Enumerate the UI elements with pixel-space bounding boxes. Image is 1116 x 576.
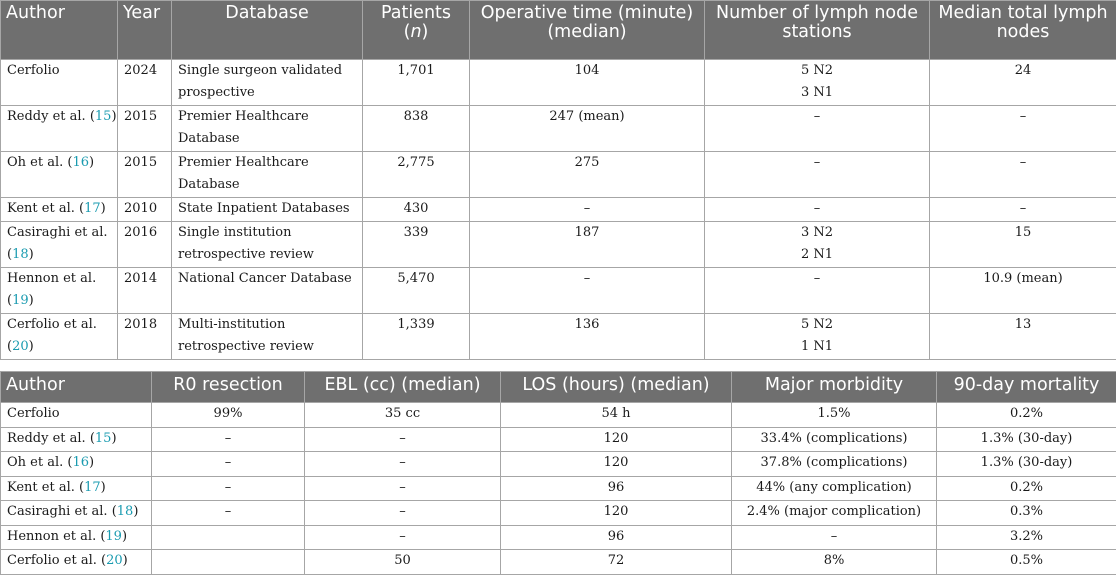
author-name: Cerfolio et al. ( xyxy=(7,317,97,354)
reference-link[interactable]: 20 xyxy=(12,339,29,354)
database-cell: Single surgeon validated prospective xyxy=(172,60,363,106)
database-cell: National Cancer Database xyxy=(172,268,363,314)
author-name: Oh et al. ( xyxy=(7,155,73,170)
database-cell: Premier Healthcare Database xyxy=(172,106,363,152)
mortality-cell: 0.5% xyxy=(937,550,1116,575)
author-cell xyxy=(1,403,152,428)
r0-cell xyxy=(152,525,305,550)
r0-cell: – xyxy=(152,452,305,477)
ebl-cell: – xyxy=(305,525,501,550)
col-median-nodes: Median total lymph nodes xyxy=(930,1,1116,60)
ebl-cell: – xyxy=(305,476,501,501)
ebl-cell: – xyxy=(305,427,501,452)
median-nodes-cell: 15 xyxy=(930,222,1116,268)
year-cell: 2024 xyxy=(118,60,172,106)
reference-link[interactable]: 16 xyxy=(72,455,90,470)
patients-label: Patients xyxy=(380,3,452,23)
author-cell: Oh et al. (16) xyxy=(1,152,118,198)
mortality-cell: 0.2% xyxy=(937,403,1116,428)
median-nodes-cell: 24 xyxy=(930,60,1116,106)
table-row xyxy=(1,268,1116,314)
table-row xyxy=(1,403,1116,428)
morbidity-cell: 44% (any complication) xyxy=(732,476,937,501)
mortality-cell: 1.3% (30-day) xyxy=(937,452,1116,477)
table-row xyxy=(1,476,1116,501)
table-row xyxy=(1,427,1116,452)
morbidity-cell: 1.5% xyxy=(732,403,937,428)
morbidity-cell: 37.8% (complications) xyxy=(732,452,937,477)
year-cell: 2015 xyxy=(118,152,172,198)
author-cell: Hennon et al. (19) xyxy=(1,268,118,314)
median-nodes-cell: – xyxy=(930,106,1116,152)
station-line: 5 N2 xyxy=(800,317,834,332)
author-name: Cerfolio xyxy=(7,63,60,78)
patients-n-label: n xyxy=(410,22,422,42)
r0-cell: 99% xyxy=(152,403,305,428)
mortality-cell: 3.2% xyxy=(937,525,1116,550)
author-cell: Cerfolio et al. (20) xyxy=(1,314,118,360)
station-line: – xyxy=(813,155,821,170)
morbidity-cell: 33.4% (complications) xyxy=(732,427,937,452)
col-patients: Patients (n) xyxy=(363,1,470,60)
table-row xyxy=(1,501,1116,526)
author-name: Oh et al. ( xyxy=(7,455,73,470)
operative-time-cell: 104 xyxy=(470,60,705,106)
author-cell xyxy=(1,60,118,106)
operative-time-cell: – xyxy=(470,268,705,314)
lymph-stations-cell xyxy=(705,60,930,106)
table-row xyxy=(1,152,1116,198)
author-cell: Kent et al. (17) xyxy=(1,198,118,222)
operative-time-cell: 136 xyxy=(470,314,705,360)
col-mortality: 90-day mortality xyxy=(937,372,1116,403)
station-line: 1 N1 xyxy=(800,339,834,354)
patients-cell: 430 xyxy=(363,198,470,222)
operative-time-cell: 187 xyxy=(470,222,705,268)
lymph-stations-cell xyxy=(705,314,930,360)
reference-link[interactable]: 18 xyxy=(116,504,134,519)
morbidity-cell: 8% xyxy=(732,550,937,575)
author-cell: Casiraghi et al. (18) xyxy=(1,501,152,526)
reference-link[interactable]: 16 xyxy=(72,155,90,170)
reference-link[interactable]: 15 xyxy=(94,430,112,446)
reference-link[interactable]: 20 xyxy=(106,553,123,568)
col-lymph-stations: Number of lymph node stations xyxy=(705,1,930,60)
author-cell: Reddy et al. (15) xyxy=(1,106,118,152)
lymph-stations-cell xyxy=(705,268,930,314)
patients-cell: 5,470 xyxy=(363,268,470,314)
mortality-cell: 1.3% (30-day) xyxy=(937,427,1116,452)
outcomes-table xyxy=(0,371,1116,575)
median-nodes-cell: 10.9 (mean) xyxy=(930,268,1116,314)
station-line: 2 N1 xyxy=(800,247,834,262)
author-cell: Oh et al. (16) xyxy=(1,452,152,477)
database-cell: Single institution retrospective review xyxy=(172,222,363,268)
col-los: LOS (hours) (median) xyxy=(501,372,732,403)
col-r0: R0 resection xyxy=(152,372,305,403)
r0-cell: – xyxy=(152,501,305,526)
los-cell: 120 xyxy=(501,501,732,526)
database-cell: State Inpatient Databases xyxy=(172,198,363,222)
operative-time-cell: 247 (mean) xyxy=(470,106,705,152)
mortality-cell: 0.3% xyxy=(937,501,1116,526)
r0-cell xyxy=(152,550,305,575)
patients-cell: 1,701 xyxy=(363,60,470,106)
author-name: Hennon et al. ( xyxy=(7,528,106,544)
table-row xyxy=(1,314,1116,360)
table-row xyxy=(1,222,1116,268)
year-cell: 2016 xyxy=(118,222,172,268)
year-cell: 2010 xyxy=(118,198,172,222)
reference-link[interactable]: 17 xyxy=(84,201,101,216)
reference-link[interactable]: 17 xyxy=(84,479,101,495)
station-line: – xyxy=(813,271,821,286)
los-cell: 54 h xyxy=(501,403,732,428)
los-cell: 120 xyxy=(501,452,732,477)
ebl-cell: – xyxy=(305,452,501,477)
author-cell: Hennon et al. (19) xyxy=(1,525,152,550)
reference-link[interactable]: 18 xyxy=(12,247,29,262)
table2-body xyxy=(1,403,1116,575)
station-line: 3 N2 xyxy=(800,225,834,240)
year-cell: 2018 xyxy=(118,314,172,360)
author-name: Reddy et al. ( xyxy=(7,430,95,446)
database-cell: Multi-institution retrospective review xyxy=(172,314,363,360)
col-operative-time: Operative time (minute) (median) xyxy=(470,1,705,60)
col-morbidity: Major morbidity xyxy=(732,372,937,403)
patients-cell: 1,339 xyxy=(363,314,470,360)
los-cell: 120 xyxy=(501,427,732,452)
author-cell: Cerfolio et al. (20) xyxy=(1,550,152,575)
morbidity-cell: 2.4% (major complication) xyxy=(732,501,937,526)
lymph-stations-cell xyxy=(705,106,930,152)
table-header-row xyxy=(1,372,1116,403)
reference-link[interactable]: 15 xyxy=(94,109,112,124)
author-name: Cerfolio et al. ( xyxy=(7,553,107,568)
median-nodes-cell: – xyxy=(930,152,1116,198)
lymph-stations-cell xyxy=(705,222,930,268)
ebl-cell: 35 cc xyxy=(305,403,501,428)
patients-cell: 838 xyxy=(363,106,470,152)
author-name: Kent et al. ( xyxy=(7,201,85,216)
table-row xyxy=(1,452,1116,477)
table-row xyxy=(1,550,1116,575)
operative-time-cell: – xyxy=(470,198,705,222)
author-name: Casiraghi et al. ( xyxy=(7,225,108,262)
mortality-cell: 0.2% xyxy=(937,476,1116,501)
author-cell: Reddy et al. (15) xyxy=(1,427,152,452)
lymph-stations-cell xyxy=(705,198,930,222)
col-author: Author xyxy=(1,372,152,403)
author-name: Casiraghi et al. ( xyxy=(7,504,117,519)
author-cell: Kent et al. (17) xyxy=(1,476,152,501)
ebl-cell: – xyxy=(305,501,501,526)
year-cell: 2014 xyxy=(118,268,172,314)
station-line: 5 N2 xyxy=(800,63,834,78)
station-line: – xyxy=(813,201,821,216)
los-cell: 72 xyxy=(501,550,732,575)
operative-time-cell: 275 xyxy=(470,152,705,198)
los-cell: 96 xyxy=(501,476,732,501)
patients-cell: 2,775 xyxy=(363,152,470,198)
col-database: Database xyxy=(172,1,363,60)
lymph-stations-cell xyxy=(705,152,930,198)
table-header-row xyxy=(1,1,1116,60)
col-author: Author xyxy=(1,1,118,60)
r0-cell: – xyxy=(152,476,305,501)
author-name: Kent et al. ( xyxy=(7,479,85,495)
col-ebl: EBL (cc) (median) xyxy=(305,372,501,403)
database-cell: Premier Healthcare Database xyxy=(172,152,363,198)
author-cell: Casiraghi et al. (18) xyxy=(1,222,118,268)
author-name: Hennon et al. ( xyxy=(7,271,97,308)
author-name: Reddy et al. ( xyxy=(7,109,95,124)
table-row xyxy=(1,106,1116,152)
station-line: – xyxy=(813,109,821,124)
table-row xyxy=(1,525,1116,550)
table-row xyxy=(1,198,1116,222)
station-line: 3 N1 xyxy=(800,85,834,100)
col-year: Year xyxy=(118,1,172,60)
author-name: Cerfolio xyxy=(7,406,60,421)
table1-body xyxy=(1,60,1116,360)
ebl-cell: 50 xyxy=(305,550,501,575)
r0-cell: – xyxy=(152,427,305,452)
year-cell: 2015 xyxy=(118,106,172,152)
median-nodes-cell: 13 xyxy=(930,314,1116,360)
reference-link[interactable]: 19 xyxy=(105,528,122,544)
reference-link[interactable]: 19 xyxy=(12,293,29,308)
table-row xyxy=(1,60,1116,106)
patients-cell: 339 xyxy=(363,222,470,268)
los-cell: 96 xyxy=(501,525,732,550)
median-nodes-cell: – xyxy=(930,198,1116,222)
morbidity-cell: – xyxy=(732,525,937,550)
